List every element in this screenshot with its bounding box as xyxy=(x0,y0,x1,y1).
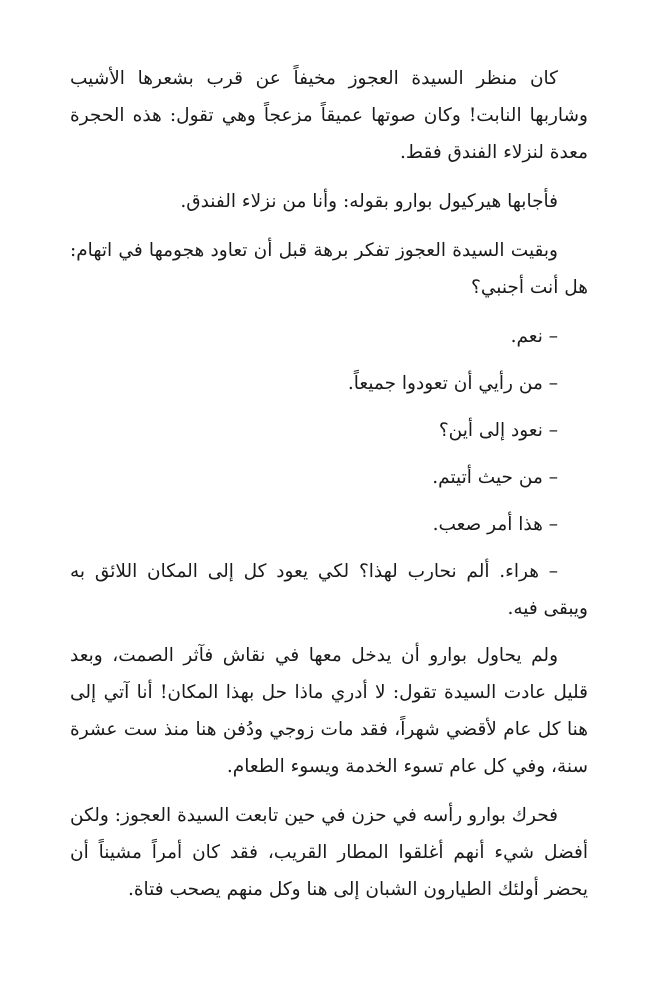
dialogue-line: – نعم. xyxy=(510,326,558,347)
dialogue-line: – من رأيي أن تعودوا جميعاً. xyxy=(347,373,558,394)
dialogue-line: – هذا أمر صعب. xyxy=(432,514,558,535)
paragraph-closing: فحرك بوارو رأسه في حزن في حين تابعت السيدة العجوز: ولكن أفضل شيء أنهم أغلقوا المطار القريب، فقد كان أمراً مشيناً أن يحضر أولئك الطيارون الشبان إلى هنا وكل منهم يصحب فتاة. xyxy=(70,805,588,900)
book-page xyxy=(70,60,588,920)
paragraph-complaint: ولم يحاول بوارو أن يدخل معها في نقاش فآثر الصمت، وبعد قليل عادت السيدة تقول: لا أدري ماذا حل بهذا المكان! أنا آتي إلى هنا كل عام لأقضي شهراً، فقد مات زوجي ودُفن هنا منذ ست عشرة سنة، وفي كل عام تسوء الخدمة ويسوء الطعام. xyxy=(70,645,588,777)
paragraph-poirot-reply: فأجابها هيركيول بوارو بقوله: وأنا من نزلاء الفندق. xyxy=(180,191,558,212)
paragraph-opening: كان منظر السيدة العجوز مخيفاً عن قرب بشعرها الأشيب وشاربها النابت! وكان صوتها عميقاً مزعجاً وهي تقول: هذه الحجرة معدة لنزلاء الفندق فقط. xyxy=(70,68,588,163)
paragraph-accusation: وبقيت السيدة العجوز تفكر برهة قبل أن تعاود هجومها في اتهام: هل أنت أجنبي؟ xyxy=(70,240,588,298)
dialogue-line: – نعود إلى أين؟ xyxy=(438,420,558,441)
dialogue-line: – من حيث أتيتم. xyxy=(432,467,558,488)
dialogue-line: – هراء. ألم نحارب لهذا؟ لكي يعود كل إلى المكان اللائق به ويبقى فيه. xyxy=(70,561,588,619)
